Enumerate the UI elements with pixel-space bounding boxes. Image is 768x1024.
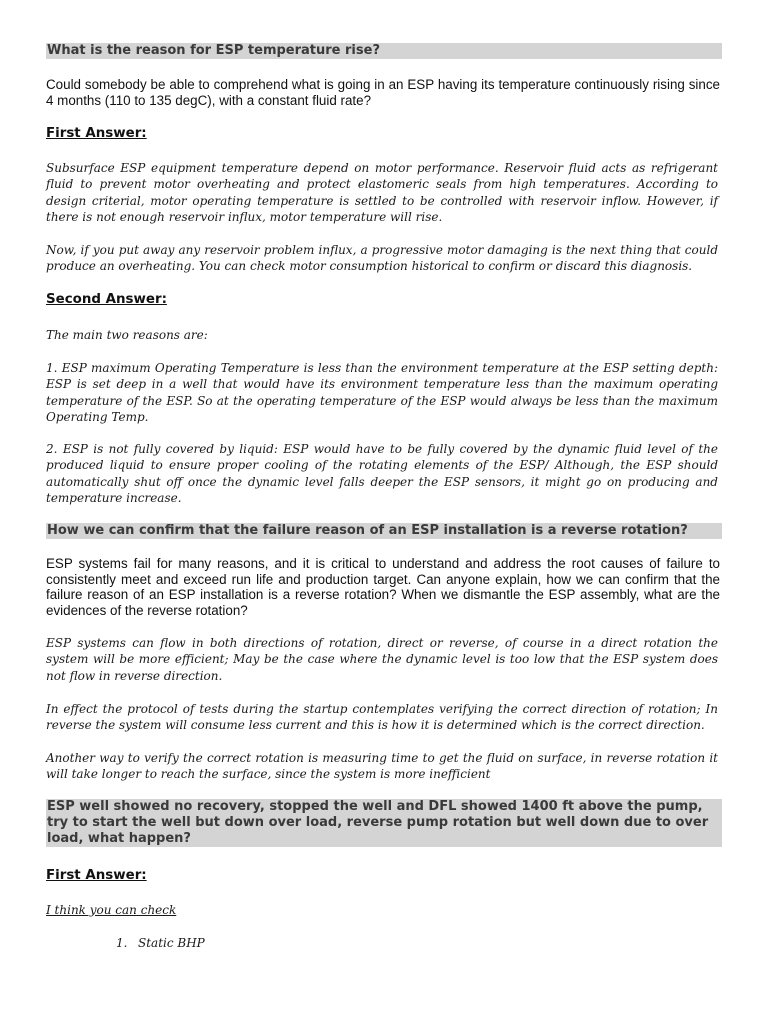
answer-intro: The main two reasons are: [46, 328, 208, 342]
answer-paragraph: ESP systems can flow in both directions of rotation, direct or reverse, of course in a direct rotation the system will be more efficient; May be the case where the dynamic level is too low that the ESP system does not flow in reverse direction. [46, 636, 718, 683]
first-answer-heading: First Answer: [46, 868, 147, 883]
answer-intro: I think you can check [46, 903, 177, 917]
question-heading-no-recovery: ESP well showed no recovery, stopped the well and DFL showed 1400 ft above the pump, try to start the well but down over load, reverse pump rotation but well down due to over load, what happen? [46, 799, 722, 847]
answer-paragraph: Subsurface ESP equipment temperature depend on motor performance. Reservoir fluid acts as refrigerant fluid to prevent motor overheating and protect elastomeric seals from high temperatures. According to design criterial, motor operating temperature is settled to be controlled with reservoir inflow. However, if there is not enough reservoir influx, motor temperature will rise. [46, 161, 718, 225]
list-item [116, 936, 205, 950]
second-answer-heading: Second Answer: [46, 292, 167, 307]
answer-paragraph: Now, if you put away any reservoir problem influx, a progressive motor damaging is the next thing that could produce an overheating. You can check motor consumption historical to confirm or discard this diagnosis. [46, 243, 718, 274]
answer-paragraph: In effect the protocol of tests during the startup contemplates verifying the correct direction of rotation; In reverse the system will consume less current and this is how it is determined which is the correct direction. [46, 702, 718, 733]
question-body: Could somebody be able to comprehend what is going in an ESP having its temperature continuously rising since 4 months (110 to 135 degC), with a constant fluid rate? [46, 77, 720, 108]
list-item-number: 1. [116, 936, 128, 950]
question-heading-reverse-rotation: How we can confirm that the failure reason of an ESP installation is a reverse rotation? [46, 523, 722, 539]
first-answer-heading: First Answer: [46, 126, 147, 141]
answer-paragraph: 2. ESP is not fully covered by liquid: ESP would have to be fully covered by the dynamic fluid level of the produced liquid to ensure proper cooling of the rotating elements of the ESP/ Although, the ESP should automatically shut off once the dynamic level falls deeper the ESP sensors, it might go on producing and temperature increase. [46, 442, 718, 506]
list-item-text: Static BHP [138, 936, 205, 950]
question-heading-temperature-rise: What is the reason for ESP temperature rise? [46, 43, 722, 59]
question-body: ESP systems fail for many reasons, and it is critical to understand and address the root causes of failure to consistently meet and exceed run life and production target. Can anyone explain, how we can confirm that the failure reason of an ESP installation is a reverse rotation? When we dismantle the ESP assembly, what are the evidences of the reverse rotation? [46, 556, 720, 618]
answer-paragraph: Another way to verify the correct rotation is measuring time to get the fluid on surface, in reverse rotation it will take longer to reach the surface, since the system is more inefficient [46, 751, 718, 782]
answer-paragraph: 1. ESP maximum Operating Temperature is less than the environment temperature at the ESP setting depth: ESP is set deep in a well that would have its environment temperature less than the maximum operating temperature of the ESP. So at the operating temperature of the ESP would always be less than the maximum Operating Temp. [46, 361, 718, 425]
